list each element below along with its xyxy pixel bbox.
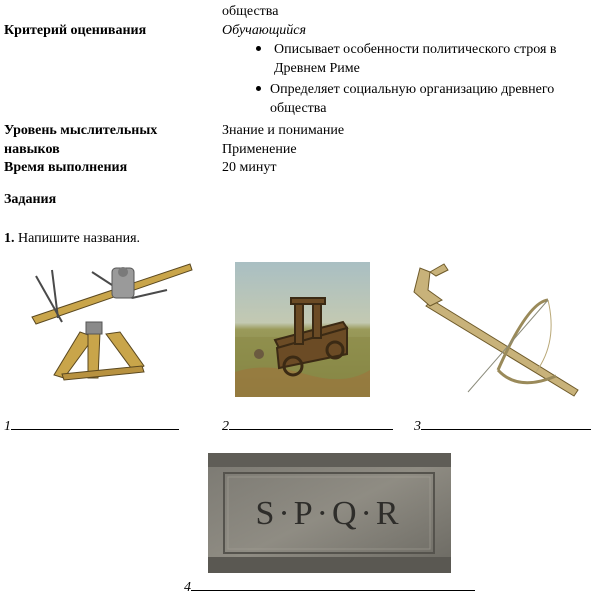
answer-number-1: 1 bbox=[4, 419, 11, 434]
answer-blank-1[interactable] bbox=[11, 417, 179, 430]
ballista-image bbox=[22, 262, 194, 382]
criteria-continuation: общества bbox=[222, 4, 279, 19]
answer-blank-2[interactable] bbox=[229, 417, 393, 430]
criteria-subject: Обучающийся bbox=[222, 23, 307, 38]
thinking-label-line1: Уровень мыслительных bbox=[4, 123, 158, 138]
thinking-value-1: Знание и понимание bbox=[222, 123, 345, 138]
answer-blank-3[interactable] bbox=[421, 417, 591, 430]
spqr-inscription-image bbox=[208, 453, 451, 573]
criteria-bullet-2-line2: общества bbox=[270, 101, 327, 116]
task-1-number: 1. bbox=[4, 231, 15, 246]
time-value: 20 минут bbox=[222, 160, 277, 175]
crossbow-image bbox=[408, 262, 583, 397]
answer-number-4: 4 bbox=[184, 580, 191, 595]
task-1-text: Напишите названия. bbox=[18, 231, 141, 246]
bullet-icon bbox=[256, 46, 261, 51]
catapult-image bbox=[235, 262, 370, 397]
answer-blank-4[interactable] bbox=[191, 578, 475, 591]
criteria-bullet-2-line1: Определяет социальную организацию древнего bbox=[270, 82, 555, 97]
criteria-label: Критерий оценивания bbox=[4, 23, 147, 38]
answer-line-3[interactable] bbox=[414, 417, 591, 436]
answer-line-1[interactable] bbox=[4, 417, 179, 436]
thinking-value-2: Применение bbox=[222, 142, 297, 157]
task-1 bbox=[4, 229, 140, 248]
criteria-bullet-1-line1: Описывает особенности политического строя в bbox=[274, 42, 557, 57]
spqr-sign-text: S·P·Q·R bbox=[255, 495, 403, 532]
answer-number-2: 2 bbox=[222, 419, 229, 434]
tasks-heading: Задания bbox=[4, 192, 57, 207]
answer-line-4[interactable] bbox=[184, 578, 475, 597]
criteria-bullet-1-line2: Древнем Риме bbox=[274, 61, 360, 76]
thinking-label-line2: навыков bbox=[4, 142, 60, 157]
bullet-icon bbox=[256, 86, 261, 91]
answer-line-2[interactable] bbox=[222, 417, 393, 436]
answer-number-3: 3 bbox=[414, 419, 421, 434]
time-label: Время выполнения bbox=[4, 160, 128, 175]
